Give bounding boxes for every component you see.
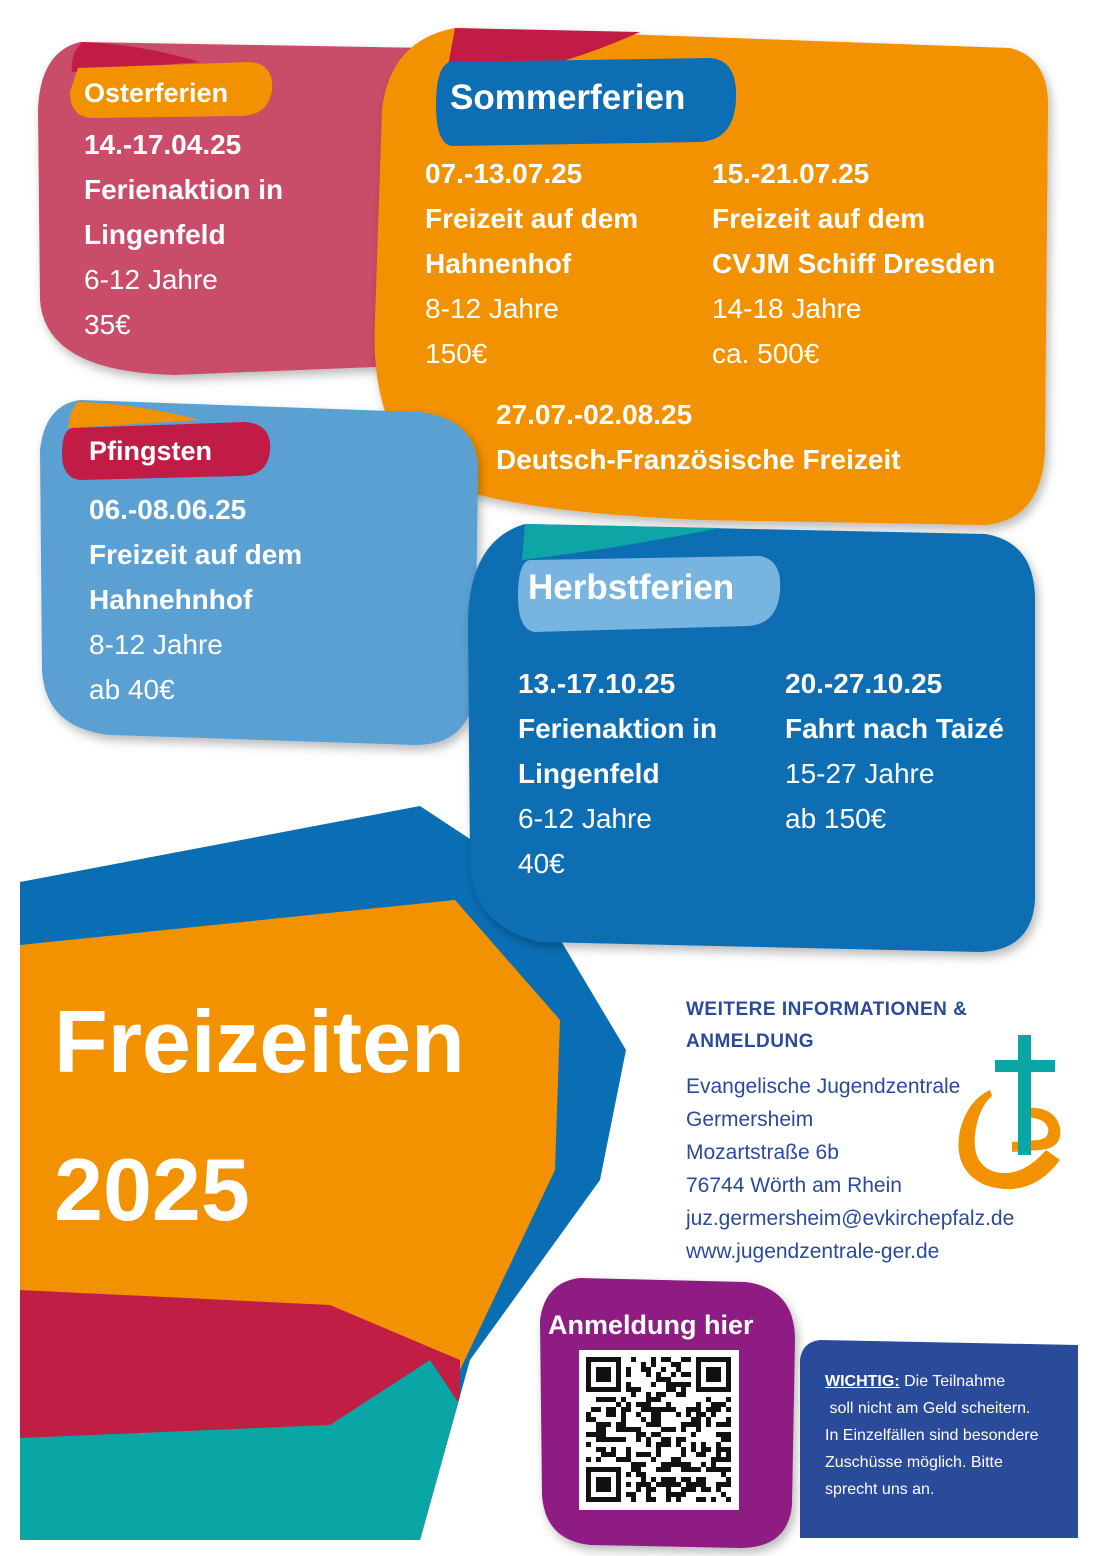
important-note bbox=[825, 1368, 1038, 1503]
sommerferien-event-1 bbox=[425, 151, 638, 376]
note-line-5: sprecht uns an. bbox=[825, 1481, 935, 1498]
org-name-2: Germersheim bbox=[686, 1108, 814, 1131]
event-name-2: CVJM Schiff Dresden bbox=[712, 248, 996, 279]
event-name-1: Ferienaktion in bbox=[518, 713, 718, 744]
event-price: 150€ bbox=[425, 338, 488, 369]
event-price: 40€ bbox=[518, 848, 565, 879]
street: Mozartstraße 6b bbox=[686, 1141, 839, 1164]
osterferien-name-1: Ferienaktion in bbox=[84, 174, 284, 205]
osterferien-name-2: Lingenfeld bbox=[84, 219, 226, 250]
note-strong: WICHTIG: bbox=[825, 1373, 900, 1390]
pfingsten-age: 8-12 Jahre bbox=[89, 629, 223, 660]
contact-info bbox=[686, 994, 1014, 1268]
event-age: 15-27 Jahre bbox=[785, 758, 935, 789]
note-line-2: soll nicht am Geld scheitern. bbox=[829, 1400, 1031, 1417]
event-name-1: Deutsch-Französische Freizeit bbox=[496, 444, 901, 475]
org-name-1: Evangelische Jugendzentrale bbox=[686, 1075, 961, 1098]
info-heading-1: WEITERE INFORMATIONEN & bbox=[686, 999, 968, 1020]
event-name-1: Fahrt nach Taizé bbox=[785, 713, 1004, 744]
note-line-1: Die Teilnahme bbox=[899, 1373, 1006, 1390]
osterferien-date: 14.-17.04.25 bbox=[84, 129, 242, 160]
registration-label: Anmeldung hier bbox=[548, 1310, 754, 1340]
pfingsten-date: 06.-08.06.25 bbox=[89, 494, 247, 525]
osterferien-price: 35€ bbox=[84, 309, 131, 340]
event-price: ab 150€ bbox=[785, 803, 887, 834]
pfingsten-label: Pfingsten bbox=[89, 436, 213, 466]
event-date: 15.-21.07.25 bbox=[712, 158, 870, 189]
pfingsten-info bbox=[89, 487, 302, 712]
pfingsten-price: ab 40€ bbox=[89, 674, 175, 705]
event-name-2: Lingenfeld bbox=[518, 758, 660, 789]
event-price: ca. 500€ bbox=[712, 338, 820, 369]
event-name-1: Freizeit auf dem bbox=[425, 203, 639, 234]
poster-title-1: Freizeiten bbox=[54, 992, 465, 1091]
city: 76744 Wörth am Rhein bbox=[686, 1174, 902, 1197]
osterferien-label: Osterferien bbox=[84, 78, 229, 108]
event-date: 13.-17.10.25 bbox=[518, 668, 676, 699]
herbstferien-event-1 bbox=[518, 661, 717, 886]
note-line-3: In Einzelfällen sind besondere bbox=[825, 1427, 1039, 1444]
poster-title-2: 2025 bbox=[54, 1140, 250, 1239]
herbstferien-label: Herbstferien bbox=[528, 568, 735, 607]
note-line-4: Zuschüsse möglich. Bitte bbox=[825, 1454, 1003, 1471]
pfingsten-name-2: Hahnehnhof bbox=[89, 584, 253, 615]
sommerferien-event-2 bbox=[712, 151, 995, 376]
website-link[interactable]: www.jugendzentrale-ger.de bbox=[686, 1240, 940, 1263]
herbstferien-event-2 bbox=[785, 661, 1004, 841]
info-heading-2: ANMELDUNG bbox=[686, 1031, 814, 1052]
sommerferien-event-3 bbox=[496, 392, 901, 482]
osterferien-age: 6-12 Jahre bbox=[84, 264, 218, 295]
sommerferien-label: Sommerferien bbox=[450, 78, 686, 117]
qr-code[interactable] bbox=[579, 1350, 739, 1510]
event-age: 14-18 Jahre bbox=[712, 293, 862, 324]
pfingsten-name-1: Freizeit auf dem bbox=[89, 539, 303, 570]
event-date: 27.07.-02.08.25 bbox=[496, 399, 693, 430]
event-age: 6-12 Jahre bbox=[518, 803, 652, 834]
osterferien-info bbox=[84, 122, 283, 347]
event-age: 8-12 Jahre bbox=[425, 293, 559, 324]
event-name-2: Hahnenhof bbox=[425, 248, 572, 279]
event-date: 20.-27.10.25 bbox=[785, 668, 943, 699]
event-date: 07.-13.07.25 bbox=[425, 158, 583, 189]
event-name-1: Freizeit auf dem bbox=[712, 203, 926, 234]
email-link[interactable]: juz.germersheim@evkirchepfalz.de bbox=[686, 1207, 1015, 1230]
